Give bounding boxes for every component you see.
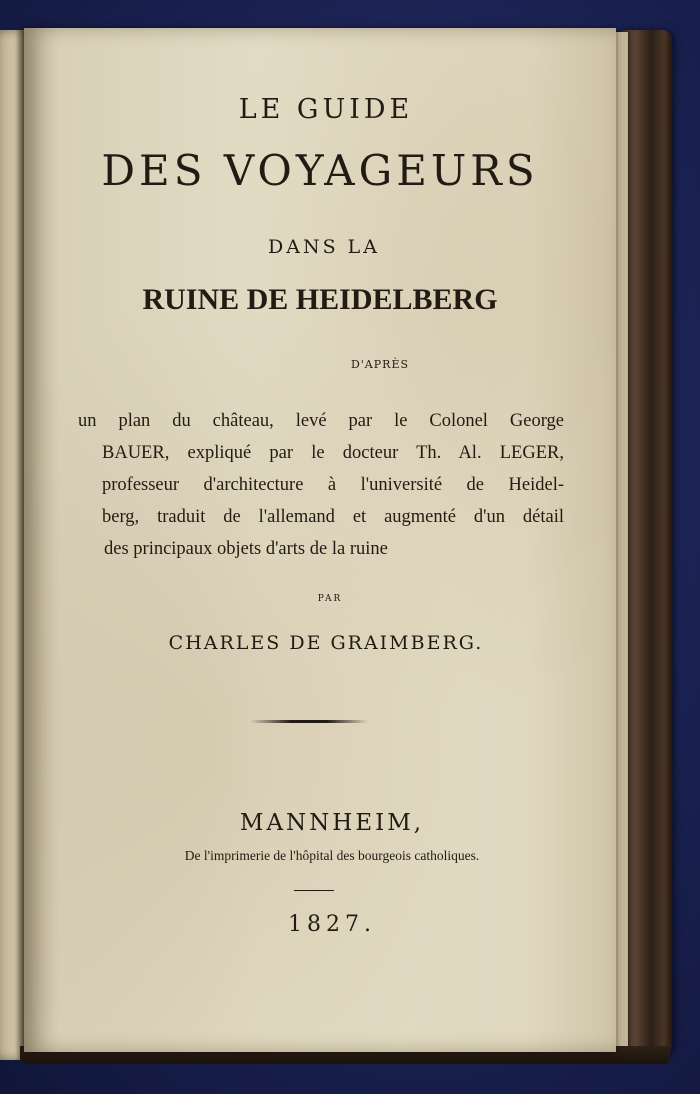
description-paragraph — [78, 405, 564, 565]
title-line-3: DANS LA — [268, 236, 380, 258]
description-line: des principaux objets d'arts de la ruine — [104, 539, 388, 559]
description-line: berg, traduit de l'allemand et augmenté d'un détail — [102, 507, 564, 527]
title-line-2: DES VOYAGEURS — [101, 146, 539, 195]
title-line-4: RUINE DE HEIDELBERG — [142, 283, 498, 316]
printer-line: De l'imprimerie de l'hôpital des bourgeois catholiques. — [184, 848, 480, 863]
facing-page-edge — [0, 30, 26, 1060]
description-line: BAUER, expliqué par le docteur Th. Al. LEGER, — [102, 443, 564, 463]
description-line: professeur d'architecture à l'université de Heidel- — [102, 475, 564, 495]
ornamental-rule — [250, 720, 368, 723]
par-line: PAR — [317, 594, 343, 604]
title-page — [24, 28, 616, 1052]
author-line: CHARLES DE GRAIMBERG. — [168, 632, 484, 654]
year-line: 1827. — [288, 912, 376, 937]
short-rule — [294, 890, 334, 891]
city-line: MANNHEIM, — [239, 810, 425, 836]
title-line-1: LE GUIDE — [238, 94, 414, 125]
description-line: un plan du château, levé par le Colonel George — [78, 411, 564, 431]
dapres-line: D'APRÈS — [350, 358, 410, 371]
